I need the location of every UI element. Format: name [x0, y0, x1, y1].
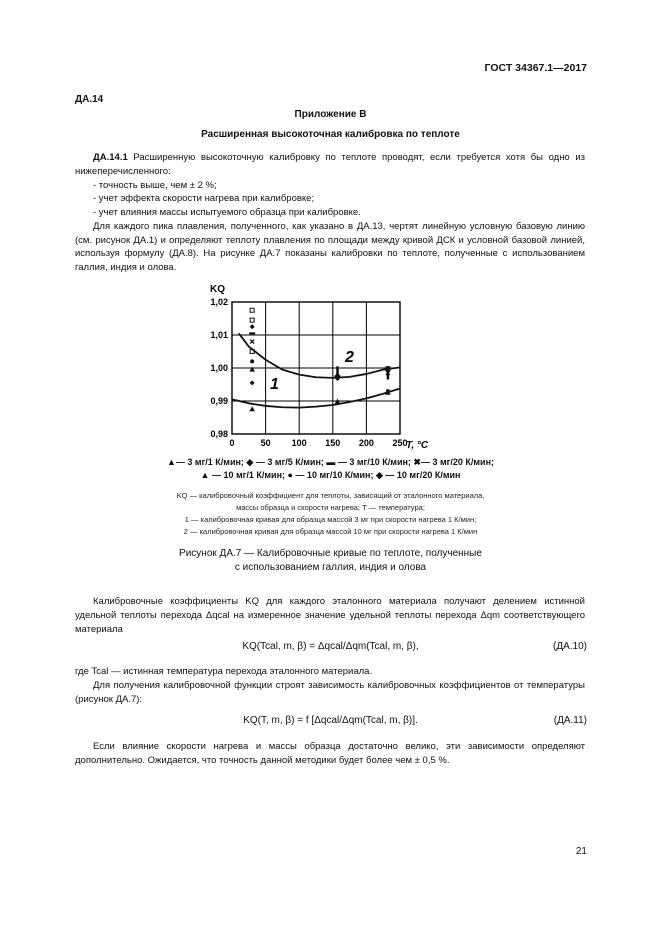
x-tick-label: 200 [358, 438, 374, 448]
formula-da10: KQ(Tcal, m, β) = Δqcal/Δqm(Tcal, m, β), [242, 641, 419, 652]
calibration-curve-2 [239, 333, 400, 378]
y-tick-label: 1,00 [210, 363, 228, 373]
x-tick-label: 250 [392, 438, 408, 448]
legend-line-1: ▲— 3 мг/1 К/мин; ◆ — 3 мг/5 К/мин; ▬ — 3 мг/10 К/мин; ✖— 3 мг/20 К/мин; [166, 457, 495, 467]
note-line: 1 — калибровочная кривая для образца массой 3 мг при скорости нагрева 1 К/мин; [184, 515, 477, 524]
x-tick-label: 150 [325, 438, 341, 448]
bullet-item: - учет эффекта скорости нагрева при калибровке; [93, 193, 315, 205]
marker-circle [250, 359, 254, 363]
clause-number: ДА.14.1 [93, 152, 128, 163]
y-tick-label: 1,02 [210, 297, 228, 307]
paragraph: Для получения калибровочной функции строят зависимость калибровочных коэффициентов от температуры (рисунок ДА.7): [75, 679, 585, 705]
marker-circle [386, 389, 390, 393]
chart-curves [232, 333, 400, 407]
calibration-chart [200, 282, 440, 454]
marker-cross [250, 340, 254, 344]
marker-circle [336, 401, 340, 405]
chart-ticks [210, 297, 407, 448]
paragraph: Если влияние скорости нагрева и массы образца достаточно велико, эти зависимости определяют дополнительно. Ожидается, что точность данной методики будет более чем ± 0,5 %. [75, 741, 585, 766]
curve-label-1: 1 [270, 376, 279, 393]
section-number: ДА.14 [75, 94, 104, 105]
y-tick-label: 0,98 [210, 429, 228, 439]
standard-code: ГОСТ 34367.1—2017 [484, 62, 587, 74]
curve-label-2: 2 [345, 349, 354, 366]
marker-diamond [250, 324, 255, 329]
figure-caption [0, 547, 661, 574]
marker-square [250, 318, 254, 322]
paragraph: Для каждого пика плавления, полученного, как указано в ДА.13, чертят линейную условную базовую линию (см. рисунок ДА.1) и определяют теплоту плавления по площади между кривой ДСК и условной базовой линией, используя формулу (ДА.8). На рисунке ДА.7 показаны калибровки по теплоте, полученные с использованием галлия, индия и олова. [75, 220, 585, 274]
bullet-item: - точность выше, чем ± 2 %; [93, 179, 217, 191]
note-line: KQ — калибровочный коэффициент для теплоты, зависящий от эталонного материала, [176, 491, 485, 500]
intro-paragraph [75, 151, 585, 179]
caption-line-2: с использованием галлия, индия и олова [234, 561, 427, 573]
note-line: 2 — калибровочная кривая для образца массой 10 мг при скорости нагрева 1 К/мин [183, 527, 478, 536]
x-tick-label: 50 [260, 438, 271, 448]
formula-number-da10: (ДА.10) [552, 641, 587, 652]
y-tick-label: 0,99 [210, 396, 228, 406]
paragraph-block-3 [75, 740, 585, 768]
note-line: массы образца и скорости нагрева; T — температура; [236, 503, 425, 512]
formula-da11: KQ(T, m, β) = f [Δqcal/Δqm(Tcal, m, β)]. [243, 715, 418, 726]
y-axis-label: KQ [210, 284, 225, 295]
legend-line-2: ▲ — 10 мг/1 К/мин; ● — 10 мг/10 К/мин; ◆ — 10 мг/20 К/мин [200, 469, 461, 480]
y-tick-label: 1,01 [210, 330, 228, 340]
x-axis-label: T, °C [406, 440, 429, 451]
chart-markers [249, 308, 391, 411]
caption-line-1: Рисунок ДА.7 — Калибровочные кривые по теплоте, полученные [179, 548, 482, 559]
paragraph: где Tcal — истинная температура перехода эталонного материала. [75, 666, 373, 677]
formula-number-da11: (ДА.11) [553, 715, 587, 726]
calibration-curve-1 [232, 388, 400, 407]
marker-diamond [250, 380, 255, 385]
figure-legend [0, 456, 661, 481]
marker-triangle [249, 406, 255, 411]
x-tick-label: 0 [229, 438, 235, 448]
marker-square [250, 308, 254, 312]
paragraph-block-1 [75, 595, 585, 636]
paragraph: Калибровочные коэффициенты KQ для каждого эталонного материала получают делением истинной удельной теплоты перехода Δqcal на измеренное значение удельной теплоты перехода Δqm соответствующего материала [75, 596, 585, 635]
annex-subtitle: Расширенная высокоточная калибровка по теплоте [201, 129, 460, 140]
x-tick-label: 100 [291, 438, 307, 448]
page-number: 21 [575, 846, 587, 857]
clause-text: Расширенную высокоточную калибровку по теплоте проводят, если требуется хотя бы одно из нижеперечисленного: [75, 152, 585, 177]
figure-notes [0, 490, 661, 538]
intro-block [75, 151, 585, 275]
annex-title: Приложение В [294, 109, 367, 120]
chart-grid [232, 302, 400, 434]
bullet-item: - учет влияния массы испытуемого образца при калибровке. [93, 207, 361, 219]
marker-triangle [249, 367, 255, 372]
paragraph-block-2 [75, 665, 585, 706]
